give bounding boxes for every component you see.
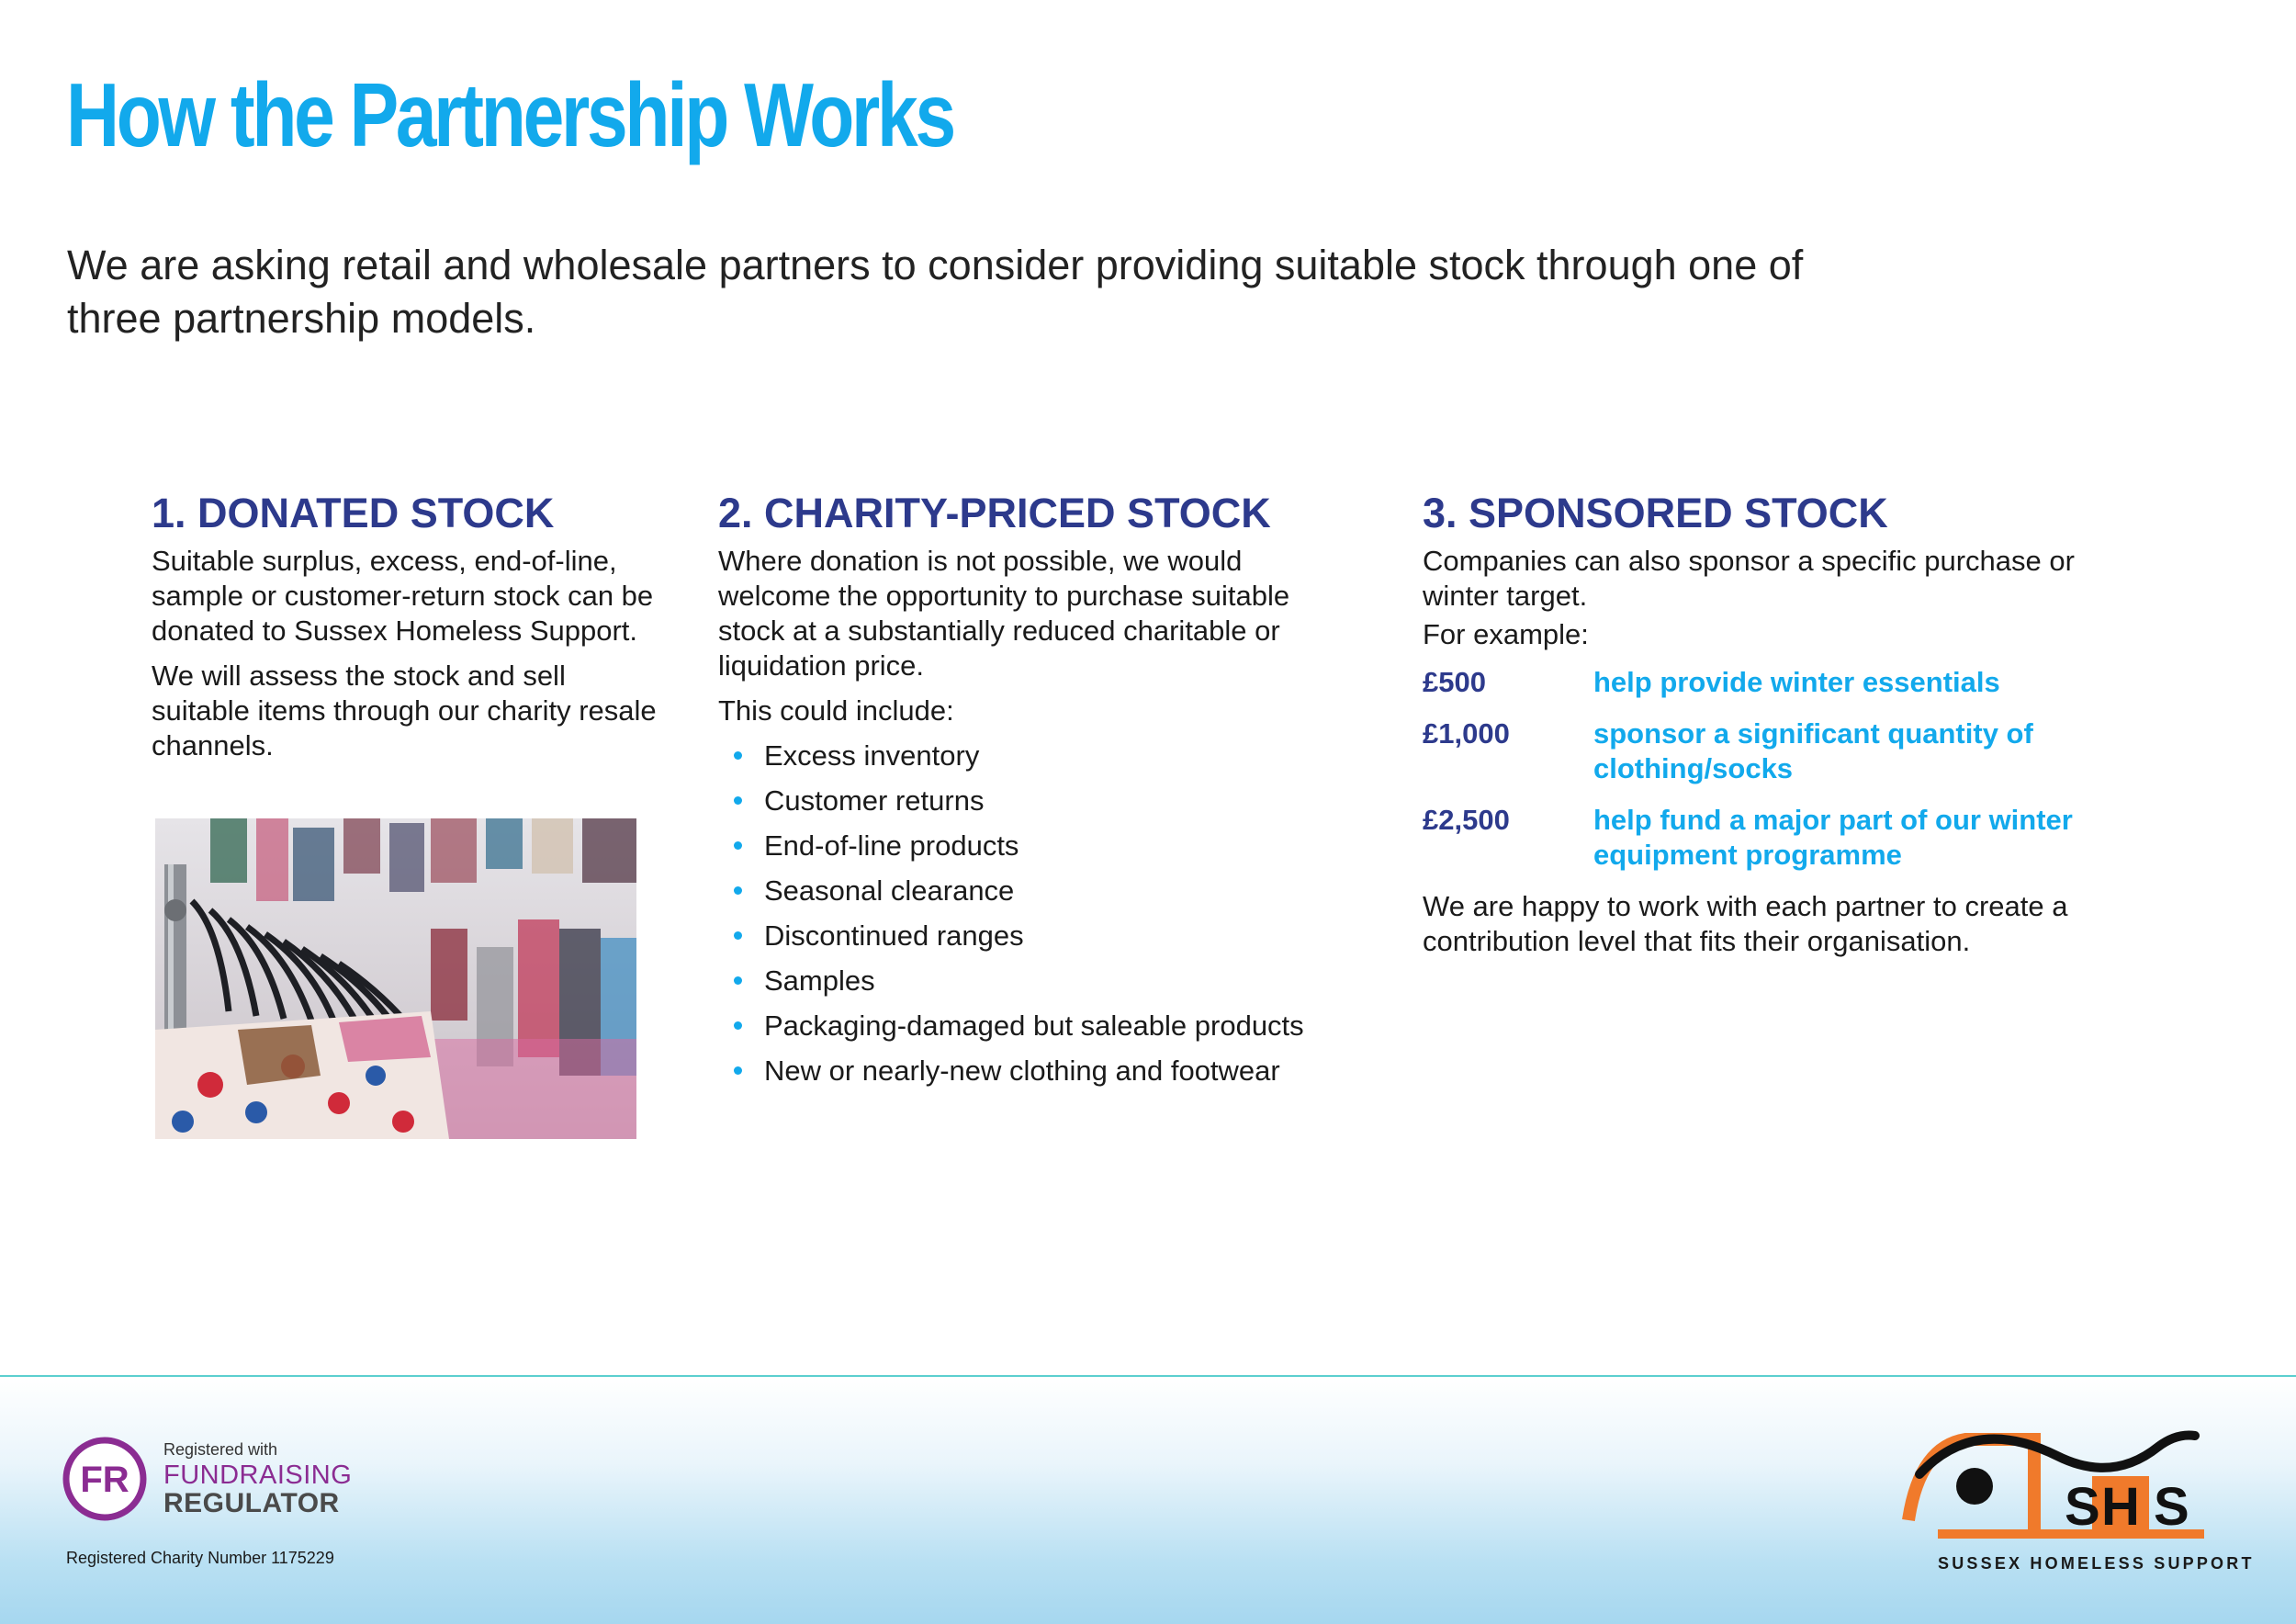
svg-text:H: H <box>2101 1477 2140 1537</box>
donated-stock-heading: 1. DONATED STOCK <box>152 490 555 536</box>
fr-regulator-text: REGULATOR <box>163 1488 340 1518</box>
intro-text: We are asking retail and wholesale partners to consider providing suitable stock through one of three partnership models. <box>67 242 1804 342</box>
svg-text:S: S <box>2154 1477 2189 1537</box>
contribution-text: We are happy to work with each partner to create a contribution level that fits their organisation. <box>1423 890 2068 957</box>
svg-text:FR: FR <box>80 1460 129 1500</box>
fr-fundraising-text: FUNDRAISING <box>163 1460 353 1490</box>
tier-description: sponsor a significant quantity of clothing/socks <box>1593 717 2033 784</box>
donated-stock-text-1: Suitable surplus, excess, end-of-line, sample or customer-return stock can be donated to Sussex Homeless Support. <box>152 545 654 647</box>
charity-number: Registered Charity Number 1175229 <box>66 1549 334 1567</box>
tier-row <box>1423 803 2121 873</box>
list-item: Samples <box>764 964 1343 998</box>
stock-types-list <box>718 739 1343 1088</box>
charity-priced-stock-text: Where donation is not possible, we would welcome the opportunity to purchase suitable stock at a substantially reduced charitable or liquidation price. <box>718 545 1290 682</box>
for-example-label: For example: <box>1423 618 1589 650</box>
tier-amount: £2,500 <box>1423 804 1510 836</box>
tier-row <box>1423 665 2121 700</box>
list-item: Discontinued ranges <box>764 919 1343 953</box>
page-title: How the Partnership Works <box>66 64 953 165</box>
sponsored-stock-text: Companies can also sponsor a specific purchase or winter target. <box>1423 545 2075 612</box>
charity-priced-stock-heading: 2. CHARITY-PRICED STOCK <box>718 490 1271 536</box>
donated-stock-section <box>152 489 666 773</box>
list-item: New or nearly-new clothing and footwear <box>764 1054 1343 1088</box>
sponsored-stock-heading: 3. SPONSORED STOCK <box>1423 490 1888 536</box>
list-item: Customer returns <box>764 784 1343 818</box>
tier-row <box>1423 716 2121 786</box>
shs-name: SUSSEX HOMELESS SUPPORT <box>1938 1554 2255 1573</box>
list-item: End-of-line products <box>764 829 1343 863</box>
tier-amount: £1,000 <box>1423 717 1510 750</box>
list-item: Excess inventory <box>764 739 1343 773</box>
clothing-rack-photo <box>155 818 636 1139</box>
could-include-label: This could include: <box>718 694 954 727</box>
tier-description: help fund a major part of our winter equipment programme <box>1593 804 2073 871</box>
tier-amount: £500 <box>1423 666 1486 698</box>
list-item: Packaging-damaged but saleable products <box>764 1009 1343 1043</box>
svg-text:S: S <box>2065 1477 2100 1537</box>
fr-registered-with: Registered with <box>163 1440 278 1459</box>
shs-logo-icon <box>1901 1419 2255 1575</box>
list-item: Seasonal clearance <box>764 874 1343 908</box>
donated-stock-text-2: We will assess the stock and sell suitable items through our charity resale channels. <box>152 660 657 761</box>
charity-priced-stock-section <box>718 489 1343 1099</box>
sponsored-stock-section <box>1423 489 2121 969</box>
tier-description: help provide winter essentials <box>1593 666 2000 698</box>
sponsorship-tiers <box>1423 665 2121 873</box>
